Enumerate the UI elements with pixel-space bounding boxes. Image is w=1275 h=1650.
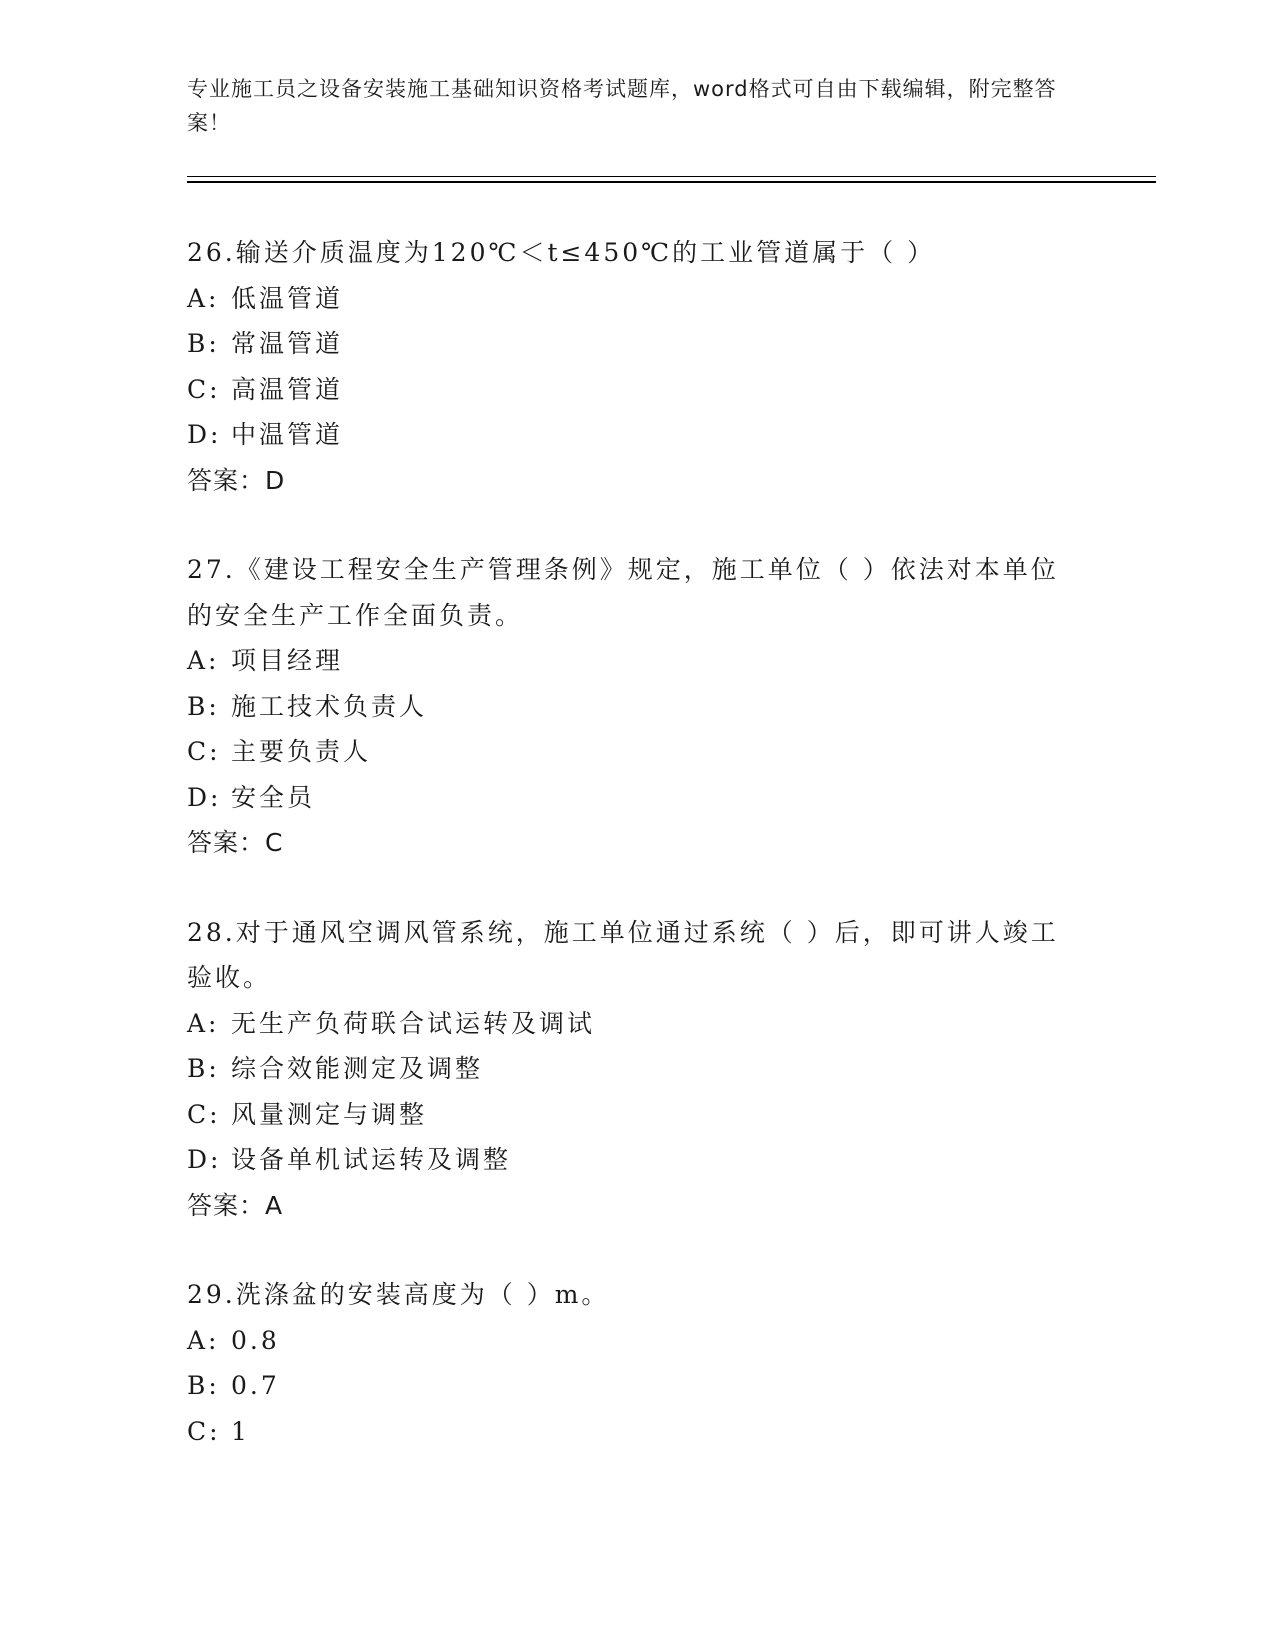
question-28 [187,910,1087,1229]
option-text: 0.8 [231,1325,280,1355]
question-26 [187,230,1087,503]
option-letter: B: [187,691,220,721]
answer-line: 答案：A [187,1190,284,1220]
option-text: 无生产负荷联合试运转及调试 [231,1008,596,1038]
option-text: 低温管道 [231,283,344,313]
option-c [187,729,1087,775]
option-a [187,638,1087,684]
question-stem: 29.洗涤盆的安装高度为（ ）m。 [187,1280,610,1309]
option-text: 中温管道 [231,420,344,449]
option-letter: C: [187,1416,221,1446]
option-text: 主要负责人 [231,737,372,766]
option-d [187,1137,1087,1183]
option-d [187,775,1087,821]
option-letter: A: [187,283,220,313]
document-header: 专业施工员之设备安装施工基础知识资格考试题库，word格式可自由下载编辑，附完整答案！ [187,77,1057,135]
option-text: 常温管道 [231,329,344,358]
option-a [187,276,1087,322]
option-b [187,321,1087,367]
option-text: 高温管道 [231,374,344,404]
option-letter: D: [187,782,222,812]
option-d [187,412,1087,458]
option-b [187,684,1087,730]
option-c [187,1409,1087,1455]
option-letter: C: [187,737,221,766]
option-text: 综合效能测定及调整 [231,1054,484,1083]
answer-line: 答案：C [187,828,284,857]
question-list [187,230,1087,1498]
option-letter: C: [187,1099,221,1129]
header-divider-thin [187,176,1156,177]
option-letter: B: [187,329,220,358]
option-letter: D: [187,1145,222,1174]
option-letter: B: [187,1371,220,1400]
option-text: 安全员 [231,782,316,812]
header-divider-thick [187,181,1156,183]
option-letter: D: [187,420,222,449]
option-a [187,1001,1087,1047]
question-stem: 26.输送介质温度为120℃＜t≤450℃的工业管道属于（ ） [187,238,936,267]
option-text: 0.7 [231,1371,280,1400]
option-text: 设备单机试运转及调整 [231,1145,512,1174]
option-b [187,1046,1087,1092]
question-29 [187,1272,1087,1454]
question-stem: 28.对于通风空调风管系统，施工单位通过系统（ ）后，即可讲人竣工验收。 [187,917,1059,992]
option-letter: B: [187,1054,220,1083]
question-27 [187,547,1087,866]
answer-line: 答案：D [187,465,286,495]
option-text: 1 [231,1416,250,1446]
option-a [187,1318,1087,1364]
option-letter: C: [187,374,221,404]
option-b [187,1363,1087,1409]
option-letter: A: [187,1008,220,1038]
option-letter: A: [187,646,220,675]
option-text: 施工技术负责人 [231,691,428,721]
option-text: 风量测定与调整 [231,1099,428,1129]
option-c [187,367,1087,413]
question-stem: 27.《建设工程安全生产管理条例》规定，施工单位（ ）依法对本单位的安全生产工作全面负责。 [187,555,1059,630]
option-c [187,1092,1087,1138]
option-text: 项目经理 [231,646,344,675]
option-letter: A: [187,1325,220,1355]
